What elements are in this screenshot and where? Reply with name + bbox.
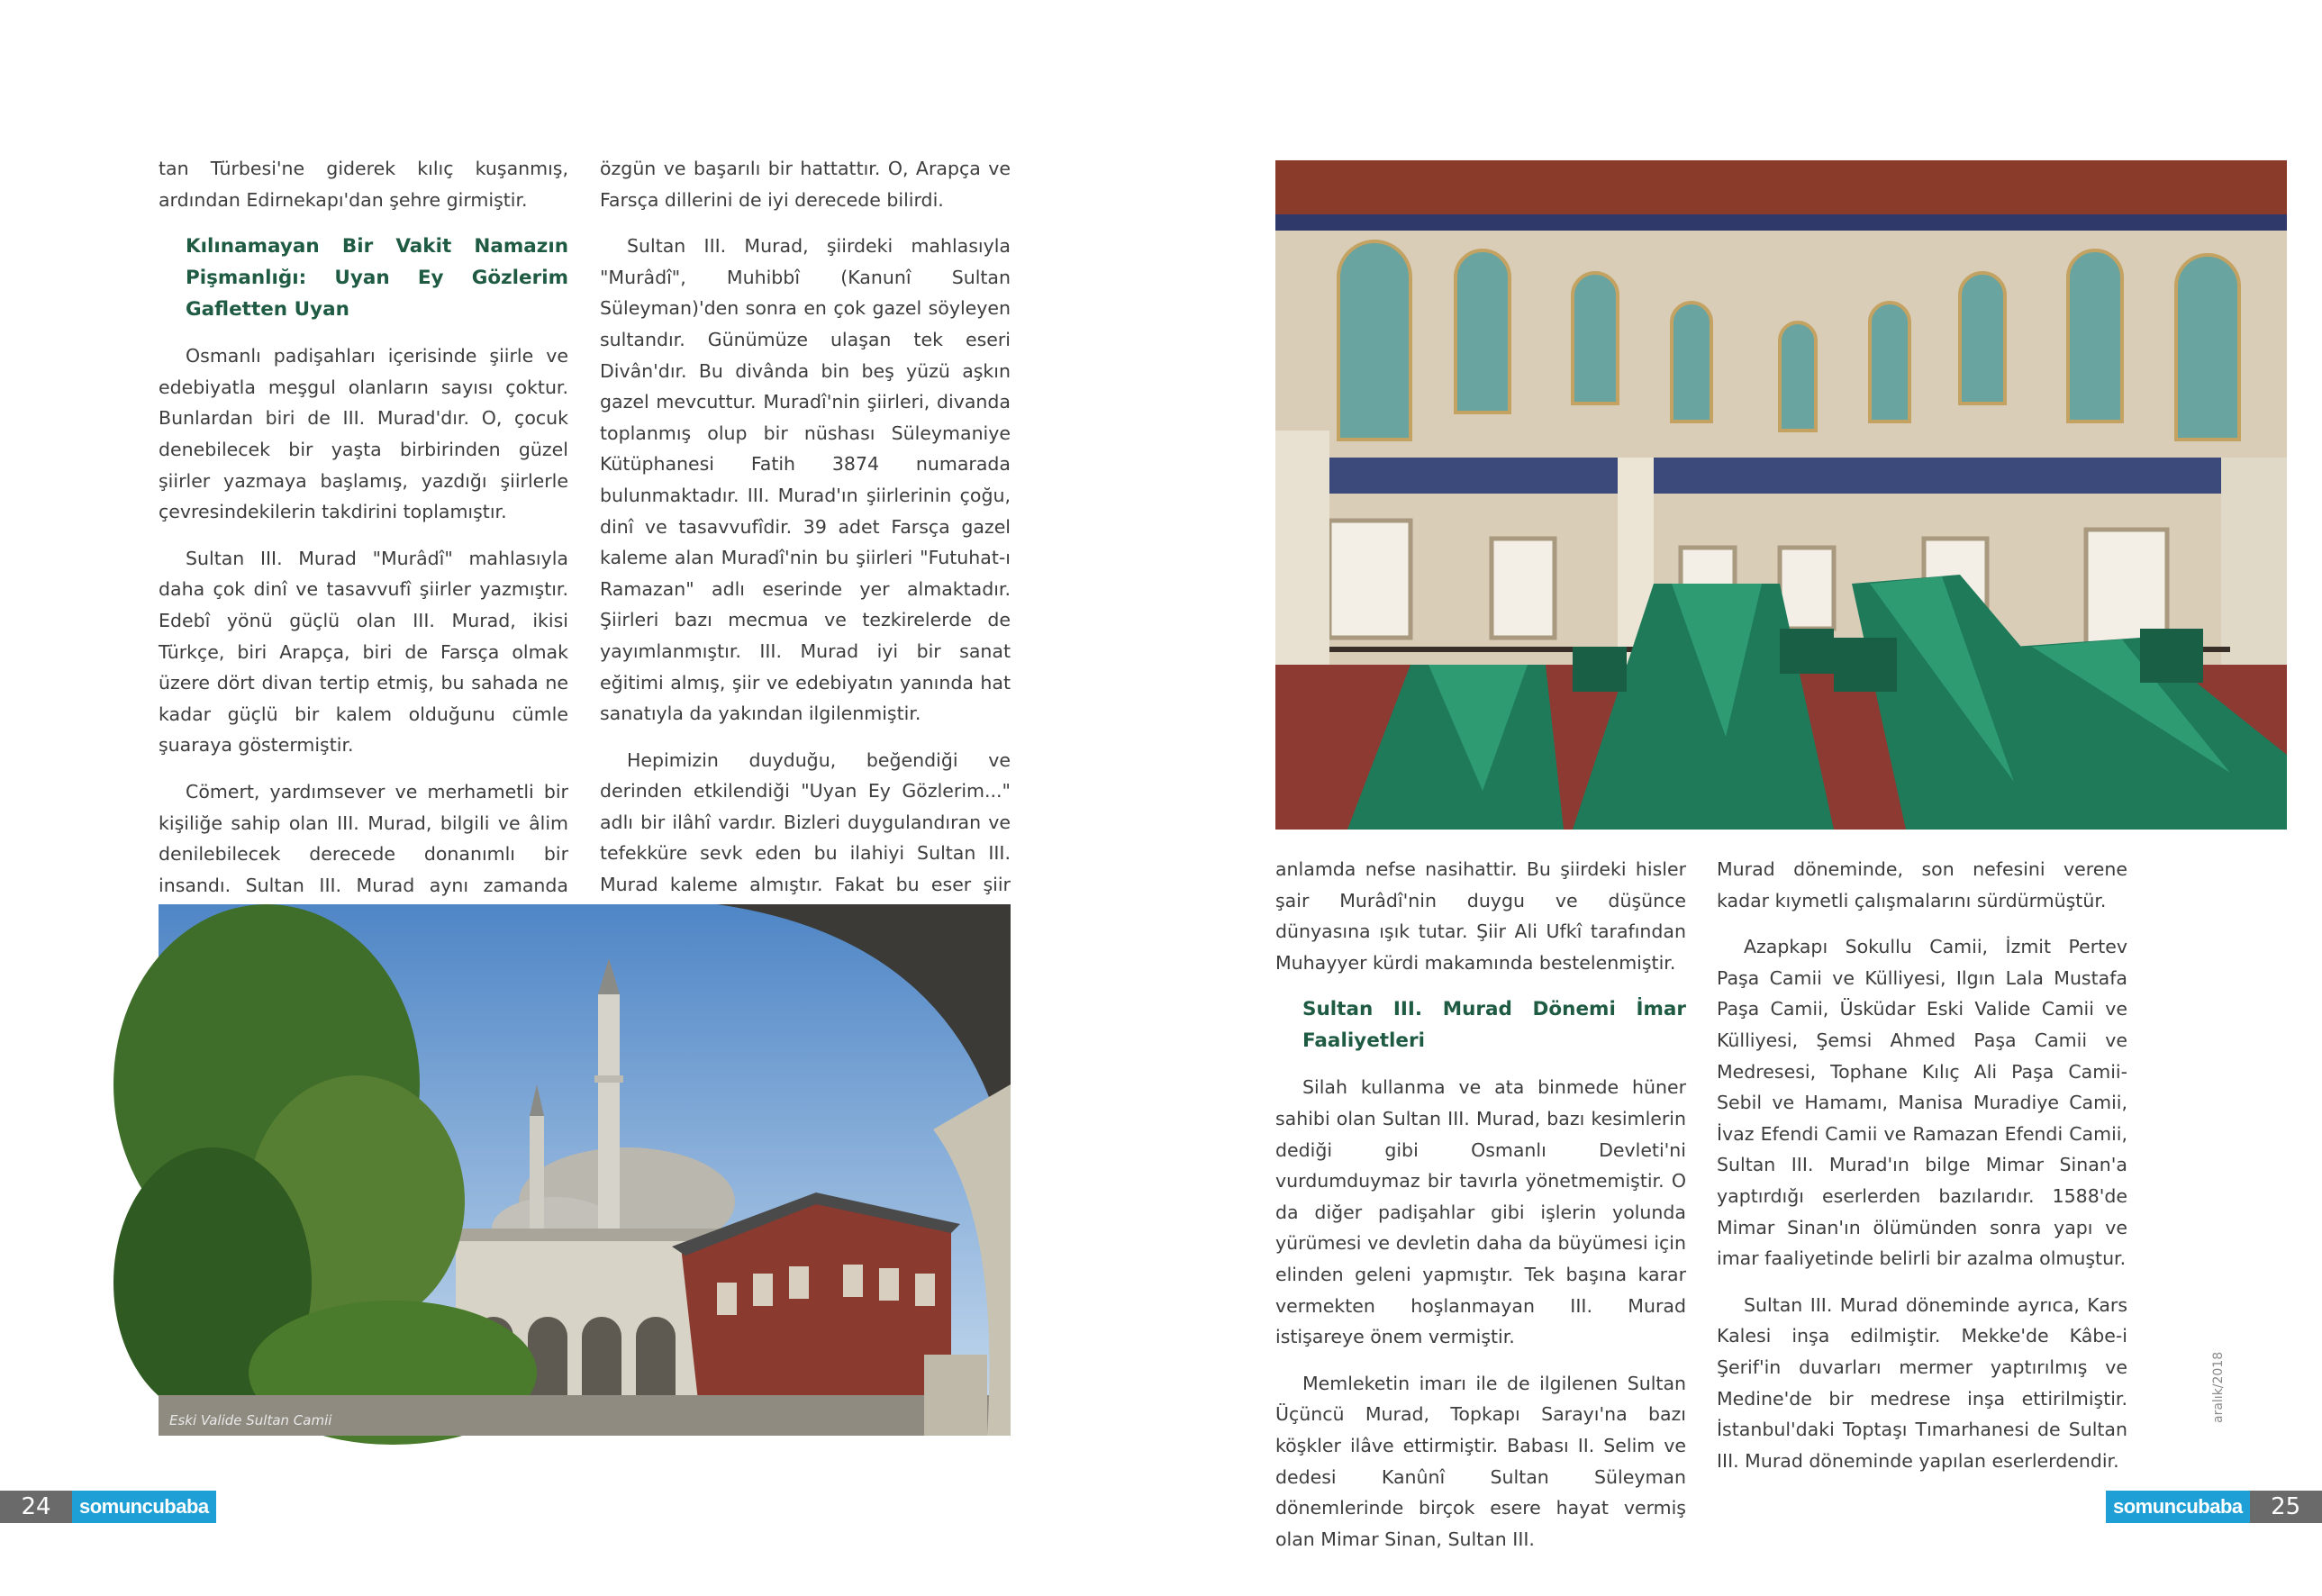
paragraph: Osmanlı padişahları içerisinde şiirle ve edebiyatla meşgul olanların sayısı çoktur. Bunlardan biri de III. Murad'dır. O, çocuk denebilecek bir yaşta birbirinden güzel şiirler yazmaya başlamış, yazdığı şiirlerle çevresindekilerin takdirini toplamıştır.	[159, 345, 568, 523]
paragraph: tan Türbesi'ne giderek kılıç kuşanmış, ardından Edirnekapı'dan şehre girmiştir.	[159, 158, 568, 211]
left-column-1	[159, 153, 568, 948]
paragraph: Sultan III. Murad, şiirdeki mahlasıyla "Murâdî", Muhibbî (Kanunî Sultan Süleyman)'den sonra en çok gazel söyleyen sultandır. Günümüze ulaşan tek eseri Divân'dır. Bu divânda bin beş yüzü aşkın gazel mevcuttur. Muradî'nin şiirleri, divanda toplanmış olup bir nüshası Süleymaniye Kütüphanesi Fatih 3874 numarada bulunmaktadır. III. Murad'ın şiirlerinin çoğu, dinî ve tasavvufîdir. 39 adet Farsça gazel kaleme alan Muradî'nin bu şiirleri "Futuhat-ı Ramazan" adlı eserinde yer almaktadır. Şiirleri bazı mecmua ve tezkirelerde de yayımlanmıştır. III. Murad iyi bir sanat eğitimi almış, şiir ve edebiyatın yanında hat sanatıyla da yakından ilgilenmiştir.	[600, 235, 1011, 725]
issue-date: aralık/2018	[2211, 1351, 2226, 1423]
paragraph: Murad döneminde, son nefesini verene kadar kıymetli çalışmalarını sürdürmüştür.	[1717, 858, 2127, 911]
paragraph: özgün ve başarılı bir hattattır. O, Arapça ve Farsça dillerini de iyi derecede bilirdi.	[600, 158, 1011, 211]
paragraph: Cömert, yardımsever ve merhametli bir kişiliğe sahip olan III. Murad, bilgili ve âlim denilebilecek derecede donanımlı bir insandı. Sultan III. Murad aynı zamanda	[159, 780, 568, 896]
photo-caption: Eski Valide Sultan Camii	[169, 1412, 332, 1428]
section-heading: Kılınamayan Bir Vakit Namazın Pişmanlığı: Uyan Ey Gözlerim Gafletten Uyan	[186, 235, 568, 322]
right-folio	[2106, 1491, 2322, 1523]
section-heading: Sultan III. Murad Dönemi İmar Faaliyetleri	[1302, 998, 1686, 1053]
paragraph: Hepimizin duyduğu, beğendiği ve derinden etkilendiği "Uyan Ey Gözlerim..." adlı bir ilâhî vardır. Bizleri duygulandıran ve tefekküre sevk eden bu ilahiyi Sultan III. Murad kaleme almıştır. Fakat bu eser şiir	[600, 748, 1011, 896]
paragraph: Sultan III. Murad döneminde ayrıca, Kars Kalesi inşa edilmiştir. Mekke'de Kâbe-i Şerif'in duvarları mermer yaptırılmış ve Medine'de bir medrese inşa ettirilmiştir. İstanbul'daki Toptaşı Tımarhanesi de Sultan III. Murad döneminde yapılan eserlerdendir.	[1717, 1293, 2127, 1472]
paragraph: Azapkapı Sokullu Camii, İzmit Pertev Paşa Camii ve Külliyesi, Ilgın Lala Mustafa Paşa Camii, Üsküdar Eski Valide Camii ve Külliyesi, Şemsi Ahmed Paşa Camii ve Medresesi, Tophane Kılıç Ali Paşa Camii- Sebil ve Hamamı, Manisa Muradiye Camii, İvaz Efendi Camii ve Ramazan Efendi Camii, Sultan III. Murad'ın bilge Mimar Sinan'a yaptırdığı eserlerden bazılarıdır. 1588'de Mimar Sinan'ın ölümünden sonra yapı ve imar faaliyetinde belirli bir azalma olmuştur.	[1717, 936, 2127, 1270]
right-column-1	[1275, 854, 1686, 1570]
left-folio	[0, 1491, 216, 1523]
right-column-2	[1717, 854, 2127, 1492]
paragraph: Silah kullanma ve ata binmede hüner sahibi olan Sultan III. Murad, bazı kesimlerin dediği gibi Osmanlı Devleti'ni vurdumduymaz bir tavırla yönetmemiştir. O da diğer padişahlar gibi işlerin yolunda yürümesi ve devletin daha da büyümesi için elinden geleni yapmıştır. Tek başına karar vermekten hoşlanmayan III. Murad istişareye önem vermiştir.	[1275, 1076, 1686, 1348]
left-column-2	[600, 153, 1011, 978]
brand-logo-right: somuncubaba	[2106, 1491, 2250, 1523]
paragraph: Memleketin imarı ile de ilgilenen Sultan Üçüncü Murad, Topkapı Sarayı'na bazı köşkler ilâve ettirmiştir. Babası II. Selim ve dedesi Kanûnî Sultan Süleyman dönemlerinde birçok esere hayat vermiş olan Mimar Sinan, Sultan III.	[1275, 1372, 1686, 1550]
paragraph: Sultan III. Murad "Murâdî" mahlasıyla daha çok dinî ve tasavvufî şiirler yazmıştır. Edebî yönü güçlü olan III. Murad, ikisi Türkçe, biri Arapça, biri de Farsça olmak üzere dört divan tertip etmiş, bu sahada ne kadar güçlü bir kalem olduğunu cümle şuaraya göstermiştir.	[159, 547, 568, 757]
mosque-exterior-photo	[159, 904, 1011, 1436]
page-number-right: 25	[2250, 1491, 2322, 1523]
page-number-left: 24	[0, 1491, 72, 1523]
tomb-interior-photo	[1275, 160, 2287, 830]
brand-logo-left: somuncubaba	[72, 1491, 216, 1523]
paragraph: anlamda nefse nasihattir. Bu şiirdeki hisler şair Murâdî'nin duygu ve düşünce dünyasına ışık tutar. Şiir Ali Ufkî tarafından Muhayyer kürdi makamında bestelenmiştir.	[1275, 858, 1686, 974]
